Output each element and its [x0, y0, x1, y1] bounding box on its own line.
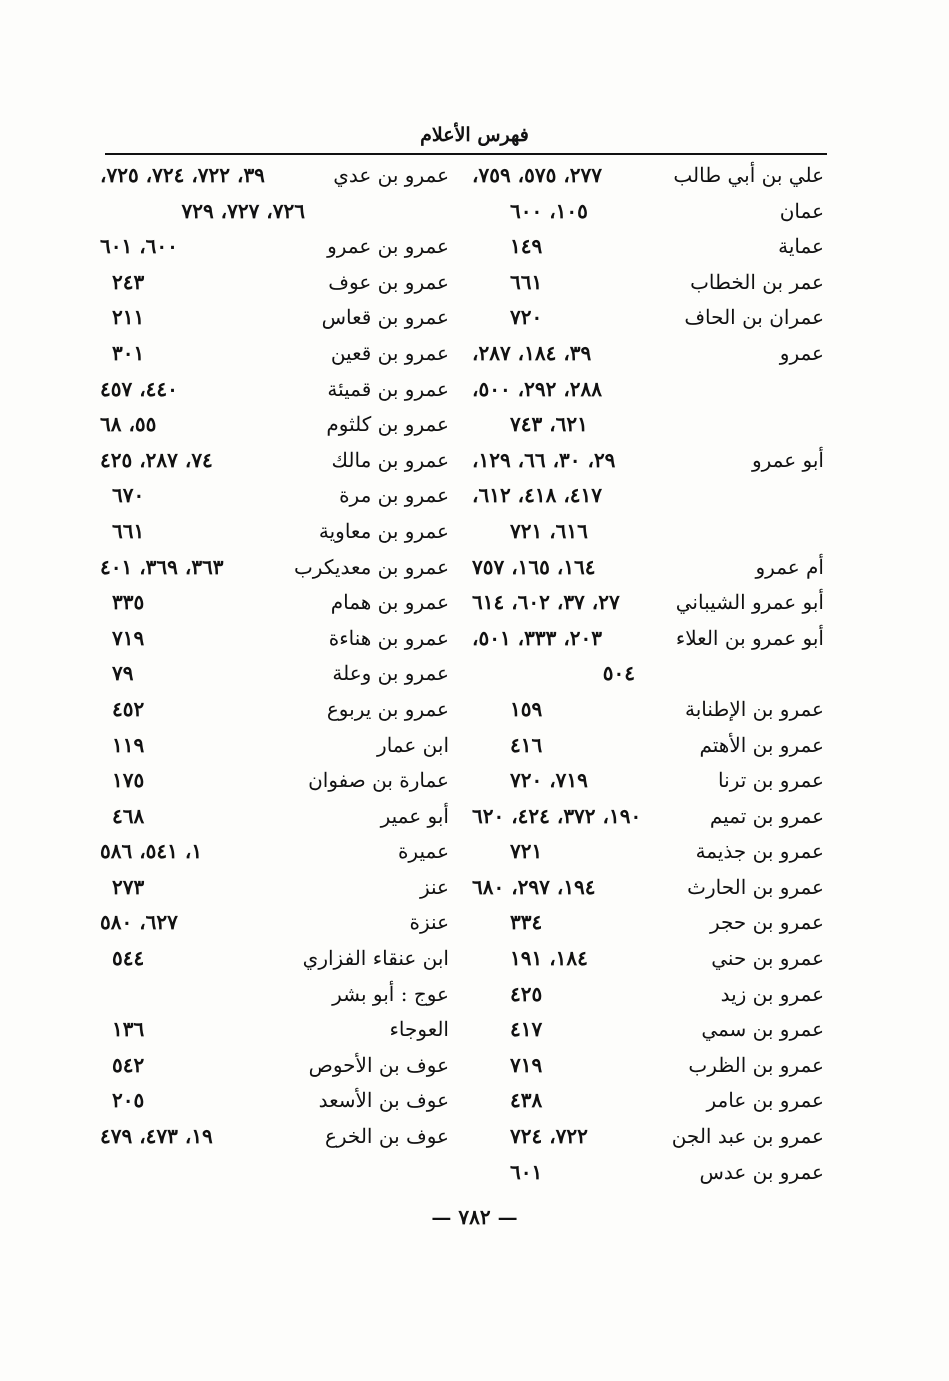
index-entry	[470, 941, 830, 977]
index-entry	[100, 728, 455, 764]
entry-name: عنز	[419, 874, 449, 899]
index-entry	[470, 1012, 830, 1048]
entry-pages: ٣٠١	[112, 340, 145, 365]
index-entry	[100, 799, 455, 835]
index-entry	[100, 300, 455, 336]
entry-name: عمرو بن عبد الجن	[671, 1124, 824, 1149]
entry-pages: ٣٣٤	[510, 910, 543, 935]
entry-name: عماية	[778, 234, 824, 259]
entry-name: عنزة	[409, 910, 449, 935]
entry-name: عمرو بن سمي	[701, 1017, 824, 1042]
header-rule	[105, 153, 827, 155]
entry-name: عمرو بن الحارث	[687, 874, 824, 899]
entry-pages: ٧١٩	[112, 625, 145, 650]
entry-pages: ٥٥، ٦٨	[100, 412, 157, 437]
entry-pages: ١٠٥، ٦٠٠	[510, 198, 588, 223]
entry-pages: ٧١٩، ٧٢٠	[510, 768, 588, 793]
index-entry	[470, 158, 830, 194]
entry-name: عمرو بن قعين	[330, 340, 449, 365]
entry-name: أبو عمير	[380, 803, 449, 828]
entry-pages: ٥٤٢	[112, 1052, 145, 1077]
entry-pages: ٢١١	[112, 305, 145, 330]
entry-pages: ٦٢١، ٧٤٣	[510, 412, 588, 437]
index-entry	[100, 941, 455, 977]
index-entry	[100, 692, 455, 728]
entry-name: عمرو	[779, 340, 824, 365]
entry-name: عمرو بن قعاس	[321, 305, 449, 330]
entry-pages: ٤٤٠، ٤٥٧	[100, 376, 178, 401]
index-entry	[100, 158, 455, 194]
entry-pages: ١٦٤، ١٦٥، ٧٥٧	[472, 554, 596, 579]
entry-pages: ٢٨٨، ٢٩٢، ٥٠٠،	[472, 376, 603, 401]
index-entry	[100, 621, 455, 657]
entry-name: عمرو بن عدي	[333, 163, 449, 187]
entry-name: عمرو بن همام	[330, 590, 449, 615]
entry-pages: ٤١٧	[510, 1017, 543, 1042]
index-entry	[470, 300, 830, 336]
entry-name: عمرو بن عدس	[699, 1159, 824, 1184]
entry-pages: ٦٢٧، ٥٨٠	[100, 910, 178, 935]
entry-pages: ١٥٩	[510, 696, 543, 721]
entry-name: عمران بن الحاف	[684, 305, 824, 330]
entry-name: عمرو بن معاوية	[318, 518, 449, 543]
index-entry	[470, 194, 830, 230]
entry-pages: ٢٧، ٣٧، ٦٠٢، ٦١٤	[472, 590, 620, 615]
index-entry	[100, 1083, 455, 1119]
index-entry	[470, 621, 830, 657]
entry-name: عمرو بن زيد	[720, 981, 824, 1006]
index-entry	[100, 585, 455, 621]
index-entry	[100, 372, 455, 408]
entry-name: عمرو بن مرة	[339, 483, 449, 508]
entry-pages: ١٩، ٤٧٣، ٤٧٩	[100, 1124, 213, 1149]
entry-pages: ١٤٩	[510, 234, 543, 259]
page-header: فهرس الأعلام	[420, 124, 529, 146]
entry-pages: ٣٩، ٧٢٢، ٧٢٤، ٧٢٥،	[100, 163, 265, 187]
index-entry	[100, 870, 455, 906]
entry-name: عمرو بن كلثوم	[326, 412, 449, 437]
entry-name: عوج : أبو بشر	[332, 981, 449, 1006]
entry-pages: ٢٠٣، ٣٣٣، ٥٠١،	[472, 625, 603, 650]
index-entry	[100, 407, 455, 443]
entry-pages: ١، ٥٤١، ٥٨٦	[100, 839, 203, 864]
page-number: — ٧٨٢ —	[431, 1205, 518, 1229]
index-entry	[470, 977, 830, 1013]
entry-pages: ٥٤٤	[112, 946, 145, 971]
entry-pages: ٦٦١	[112, 518, 145, 543]
index-entry	[100, 443, 455, 479]
entry-pages: ٧١٩	[510, 1052, 543, 1077]
index-entry	[100, 656, 455, 692]
index-entry	[100, 1048, 455, 1084]
entry-name: عمرو بن حجر	[709, 910, 824, 935]
index-entry	[470, 1119, 830, 1155]
index-entry	[470, 1083, 830, 1119]
entry-pages: ٦٠٠، ٦٠١	[100, 234, 178, 259]
entry-pages: ٧٤، ٢٨٧، ٤٢٥	[100, 447, 213, 472]
entry-name: عمرو بن معديكرب	[293, 554, 449, 579]
entry-pages: ٢٩، ٣٠، ٦٦، ١٢٩،	[472, 447, 616, 472]
entry-pages: ١٩٠، ٣٧٢، ٤٢٤، ٦٢٠	[472, 803, 642, 828]
index-entry	[470, 728, 830, 764]
entry-pages: ٤١٦	[510, 732, 543, 757]
entry-name: ابن عنقاء الفزاري	[302, 946, 449, 971]
entry-pages: ٦٧٠	[112, 483, 145, 508]
index-entry	[470, 229, 830, 265]
entry-pages: ٤٢٥	[510, 981, 543, 1006]
entry-pages: ٥٠٤	[602, 661, 635, 686]
entry-name: عمارة بن صفوان	[308, 768, 449, 793]
index-entry	[100, 905, 455, 941]
entry-name: ابن عمار	[377, 732, 449, 757]
entry-pages: ٤٦٨	[112, 803, 145, 828]
entry-pages: ٣٣٥	[112, 590, 145, 615]
entry-name: عمرو بن الإطنابة	[685, 696, 824, 721]
entry-name: عمرو بن ترنا	[718, 768, 824, 793]
entry-name: عمرو بن الأهتم	[699, 732, 824, 757]
index-entry-continuation	[470, 372, 830, 408]
index-entry	[470, 870, 830, 906]
entry-pages: ٤١٧، ٤١٨، ٦١٢،	[472, 483, 603, 508]
entry-pages: ٢٤٣	[112, 269, 145, 294]
index-entry	[100, 1012, 455, 1048]
right-column	[470, 158, 830, 1190]
entry-name: عميرة	[397, 839, 449, 864]
entry-pages: ٤٥٢	[112, 696, 145, 721]
index-entry	[470, 443, 830, 479]
entry-pages: ٦١٦، ٧٢١	[510, 518, 588, 543]
entry-name: عمرو بن جذيمة	[695, 839, 824, 864]
index-entry	[100, 834, 455, 870]
index-entry-continuation	[470, 656, 830, 692]
entry-pages: ٧٢١	[510, 839, 543, 864]
entry-name: أم عمرو	[755, 554, 824, 579]
entry-pages: ٤٣٨	[510, 1088, 543, 1113]
index-entry	[470, 905, 830, 941]
entry-pages: ٧٢٢، ٧٢٤	[510, 1124, 588, 1149]
index-entry	[470, 550, 830, 586]
index-entry	[470, 799, 830, 835]
entry-pages: ٦٦١	[510, 269, 543, 294]
entry-name: عمر بن الخطاب	[690, 269, 824, 294]
index-entry	[100, 977, 455, 1013]
entry-name: العوجاء	[389, 1017, 449, 1042]
index-entry	[470, 336, 830, 372]
entry-name: أبو عمرو	[751, 447, 824, 472]
entry-name: عمرو بن الظرب	[688, 1052, 824, 1077]
index-entry	[470, 692, 830, 728]
index-entry-continuation	[470, 407, 830, 443]
entry-pages: ٢٠٥	[112, 1088, 145, 1113]
entry-pages: ٣٩، ١٨٤، ٢٨٧،	[472, 340, 592, 365]
entry-name: عمرو بن عامر	[706, 1088, 824, 1113]
index-entry	[470, 763, 830, 799]
index-entry	[470, 265, 830, 301]
entry-pages: ١٨٤، ١٩١	[510, 946, 588, 971]
entry-name: عمرو بن يربوع	[326, 696, 449, 721]
entry-name: عوف بن الخرع	[324, 1124, 449, 1149]
entry-pages: ٢٧٣	[112, 874, 145, 899]
entry-pages: ٦٠١	[510, 1159, 543, 1184]
index-entry	[100, 550, 455, 586]
entry-name: أبو عمرو الشيباني	[675, 590, 824, 615]
entry-name: عوف بن الأسعد	[318, 1088, 449, 1113]
entry-pages: ٧٢٠	[510, 305, 543, 330]
entry-name: عمرو بن هناءة	[328, 625, 449, 650]
entry-pages: ١٣٦	[112, 1017, 145, 1042]
left-column	[100, 158, 455, 1155]
index-entry	[100, 229, 455, 265]
index-entry	[470, 585, 830, 621]
entry-pages: ٧٢٦، ٧٢٧، ٧٢٩	[181, 198, 305, 223]
index-entry	[100, 763, 455, 799]
entry-name: عمان	[779, 198, 824, 223]
index-entry	[100, 478, 455, 514]
index-entry	[470, 1048, 830, 1084]
index-entry	[100, 336, 455, 372]
entry-name: عوف بن الأحوص	[308, 1052, 449, 1077]
entry-pages: ١١٩	[112, 732, 145, 757]
entry-name: عمرو بن وعلة	[332, 661, 449, 686]
entry-pages: ٧٩	[112, 661, 134, 686]
entry-name: عمرو بن عمرو	[327, 234, 449, 259]
index-entry-continuation	[470, 514, 830, 550]
index-entry	[470, 1155, 830, 1191]
entry-name: عمرو بن قميئة	[327, 376, 449, 401]
entry-pages: ١٩٤، ٢٩٧، ٦٨٠	[472, 874, 596, 899]
index-entry-continuation	[100, 194, 455, 230]
entry-name: عمرو بن عوف	[328, 269, 449, 294]
entry-pages: ١٧٥	[112, 768, 145, 793]
entry-pages: ٢٧٧، ٥٧٥، ٧٥٩،	[472, 163, 603, 187]
entry-name: عمرو بن حني	[711, 946, 824, 971]
entry-pages: ٣٦٣، ٣٦٩، ٤٠١	[100, 554, 224, 579]
index-entry	[100, 265, 455, 301]
entry-name: علي بن أبي طالب	[673, 163, 824, 187]
entry-name: عمرو بن تميم	[709, 803, 824, 828]
entry-name: أبو عمرو بن العلاء	[675, 625, 824, 650]
index-entry	[470, 834, 830, 870]
index-entry-continuation	[470, 478, 830, 514]
index-entry	[100, 514, 455, 550]
entry-name: عمرو بن مالك	[331, 447, 449, 472]
index-entry	[100, 1119, 455, 1155]
